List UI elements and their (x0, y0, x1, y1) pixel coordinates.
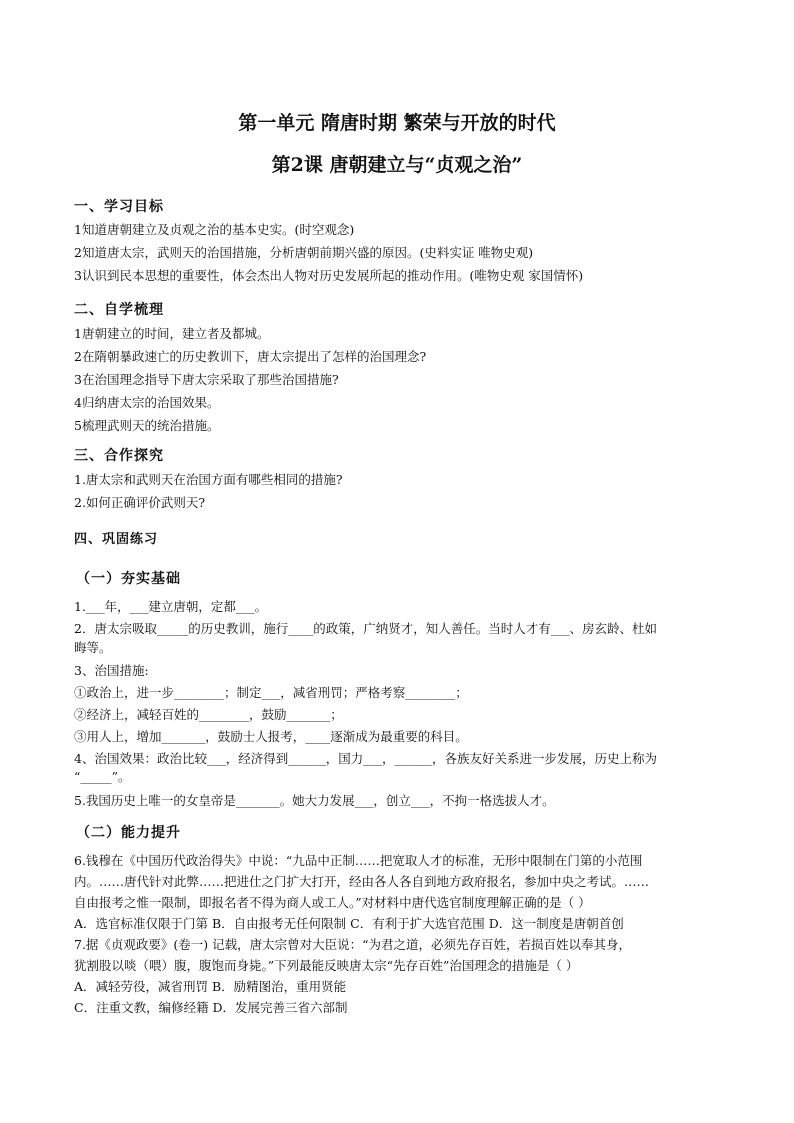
question-option-line: C．注重文教，编修经籍 D．发展完善三省六部制 (74, 1000, 348, 1015)
practice-line: 1.___年，___建立唐朝，定都___。 (74, 599, 268, 614)
question-line: 自由报考之惟一限制，即报名者不得为商人或工人。”对材料中唐代选官制度理解正确的是（ ） (74, 895, 591, 910)
question-option-line: A．减轻劳役，减省刑罚 B．励精图治，重用贤能 (74, 979, 347, 994)
practice-line: 2．唐太宗吸取_____的历史教训，施行____的政策，广纳贤才，知人善任。当时人才有___、房玄龄、杜如 (74, 621, 657, 636)
unit-title: 第一单元 隋唐时期 繁荣与开放的时代 (238, 112, 556, 134)
objective-item: 1知道唐朝建立及贞观之治的基本史实。(时空观念) (74, 222, 355, 237)
practice-part2-heading: （二）能力提升 (76, 825, 181, 841)
practice-line: ①政治上，进一步________；制定___，减省刑罚；严格考察________； (74, 685, 468, 700)
practice-line: “_____”。 (74, 769, 131, 784)
question-line: 内。……唐代针对此弊……把进仕之门扩大打开，经由各人各自到地方政府报名，参加中央之考试。…… (74, 874, 650, 889)
self-study-item: 5梳理武则天的统治措施。 (74, 418, 220, 433)
lesson-title: 第2课 唐朝建立与“贞观之治” (271, 154, 523, 176)
practice-line: 晦等。 (74, 640, 112, 655)
practice-line: ②经济上，减轻百姓的________，鼓励_______； (74, 707, 343, 722)
practice-line: ③用人上，增加_______，鼓励士人报考，____逐渐成为最重要的科目。 (74, 729, 468, 744)
practice-line: 3、治国措施: (74, 663, 149, 678)
cooperation-item: 2.如何正确评价武则天? (74, 495, 206, 510)
cooperation-item: 1.唐太宗和武则天在治国方面有哪些相同的措施? (74, 472, 343, 487)
question-line: 7.据《贞观政要》(卷一) 记载，唐太宗曾对大臣说：“为君之道，必须先存百姓，若损百姓以奉其身， (74, 937, 632, 952)
section-heading-objectives: 一、学习目标 (74, 199, 164, 215)
question-line: 犹割股以啖（喂）腹，腹饱而身毙。”下列最能反映唐太宗“先存百姓”治国理念的措施是（ ） (74, 958, 579, 973)
practice-line: 5.我国历史上唯一的女皇帝是_______。她大力发展___，创立___，不拘一格选拔人才。 (74, 793, 555, 808)
practice-part1-heading: （一）夯实基础 (76, 571, 181, 587)
objective-item: 3认识到民本思想的重要性，体会杰出人物对历史发展所起的推动作用。(唯物史观 家国情怀) (74, 268, 584, 283)
self-study-item: 3在治国理念指导下唐太宗采取了那些治国措施? (74, 372, 339, 387)
section-heading-practice: 四、巩固练习 (74, 532, 159, 547)
objective-item: 2知道唐太宗，武则天的治国措施，分析唐朝前期兴盛的原因。(史料实证 唯物史观) (74, 245, 534, 260)
question-option-line: A．选官标准仅限于门第 B．自由报考无任何限制 C．有利于扩大选官范围 D．这一制度是唐朝首创 (74, 916, 624, 931)
self-study-item: 2在隋朝暴政速亡的历史教训下，唐太宗提出了怎样的治国理念? (74, 349, 427, 364)
section-heading-cooperation: 三、合作探究 (74, 448, 164, 464)
practice-line: 4、治国效果：政治比较___，经济得到______，国力___，______，各族友好关系进一步发展，历史上称为 (74, 751, 657, 766)
section-heading-self-study: 二、自学梳理 (74, 302, 164, 318)
self-study-item: 1唐朝建立的时间，建立者及都城。 (74, 326, 270, 341)
self-study-item: 4归纳唐太宗的治国效果。 (74, 395, 220, 410)
question-line: 6.钱穆在《中国历代政治得失》中说：“九品中正制……把宽取人才的标准，无形中限制在门第的小范围 (74, 853, 643, 868)
